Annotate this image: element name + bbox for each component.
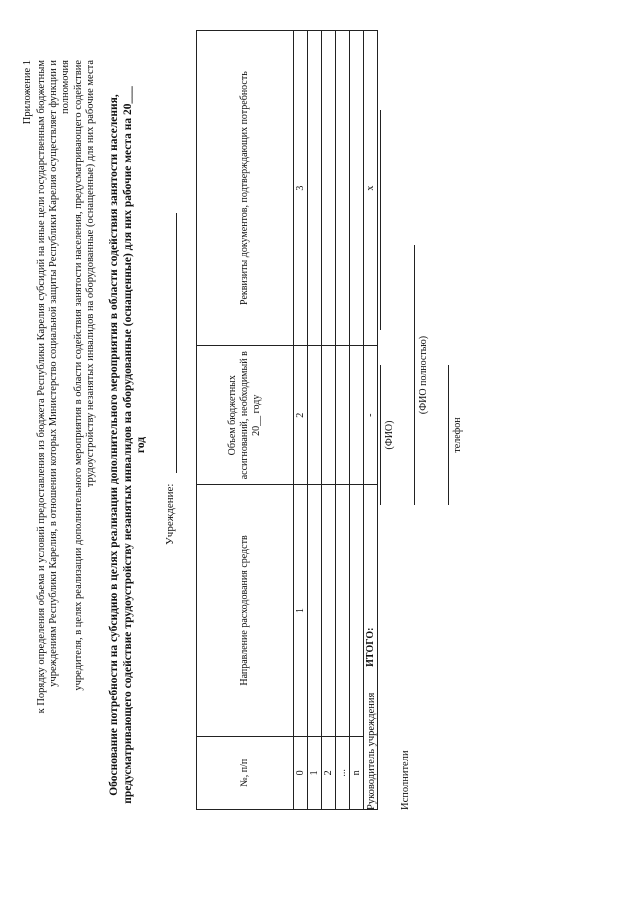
appendix-line: учредителя, в целях реализации дополнительного мероприятия в области содействия занятости населения, предусматривающего содействие (72, 60, 84, 691)
appendix-title: Приложение 1 (22, 60, 33, 125)
row-number: 2 (322, 736, 336, 809)
row-number: n (350, 736, 364, 809)
phone-line[interactable] (448, 365, 449, 505)
table-row (350, 31, 364, 810)
title-line-1: Обоснование потребности на субсидию в целях реализации дополнительного мероприятия в области содействия занятости населения, (108, 94, 120, 796)
total-volume: - (364, 346, 378, 485)
requisites-cell[interactable] (308, 31, 322, 346)
document-title (108, 85, 149, 805)
head-name-line[interactable] (380, 110, 381, 330)
header-volume: Объем бюджетных ассигнований, необходимый в 20__ году (197, 346, 294, 485)
appendix-reference (36, 60, 97, 740)
column-number: 0 (294, 736, 308, 809)
table-header-row (197, 31, 294, 810)
column-number: 2 (294, 346, 308, 485)
table-row (308, 31, 322, 810)
total-label: ИТОГО: (364, 485, 378, 810)
row-number: 1 (308, 736, 322, 809)
volume-cell[interactable] (336, 346, 350, 485)
table-row (322, 31, 336, 810)
direction-cell[interactable] (336, 485, 350, 736)
appendix-line: трудоустройству незанятых инвалидов на оборудованные (оснащенные) для них рабочие места (84, 60, 96, 488)
volume-cell[interactable] (322, 346, 336, 485)
appendix-line: к Порядку определения объема и условий предоставления из бюджета Республики Карелия субсидий на иные цели государственным бюджетным (36, 60, 47, 714)
appendix-line: учреждениям Республики Карелия, в отношении которых Министерство социальной защиты Республики Карелия осуществляет функции и полномочия (48, 60, 72, 687)
institution-input-line[interactable] (176, 213, 177, 473)
needs-table (196, 30, 378, 810)
volume-cell[interactable] (350, 346, 364, 485)
requisites-cell[interactable] (336, 31, 350, 346)
header-requisites: Реквизиты документов, подтверждающих потребность (197, 31, 294, 346)
head-signature-label: Руководитель учреждения (366, 692, 377, 810)
executor-line[interactable] (414, 245, 415, 505)
row-number: ... (336, 736, 350, 809)
column-number-row (294, 31, 308, 810)
head-signature-line[interactable] (380, 365, 381, 505)
total-requisites: х (364, 31, 378, 346)
table-row (336, 31, 350, 810)
header-direction: Направление расходования средств (197, 485, 294, 736)
column-number: 3 (294, 31, 308, 346)
direction-cell[interactable] (350, 485, 364, 736)
institution-label: Учреждение: (164, 483, 176, 545)
header-num: №, п/п (197, 736, 294, 809)
direction-cell[interactable] (322, 485, 336, 736)
requisites-cell[interactable] (350, 31, 364, 346)
volume-cell[interactable] (308, 346, 322, 485)
column-number: 1 (294, 485, 308, 736)
executor-fio-caption: (ФИО полностью) (418, 335, 429, 415)
executor-label: Исполнители (400, 750, 411, 810)
phone-caption: телефон (452, 417, 463, 453)
requisites-cell[interactable] (322, 31, 336, 346)
head-fio-caption: (ФИО) (384, 420, 395, 450)
direction-cell[interactable] (308, 485, 322, 736)
title-line-2: предусматривающего содействие трудоустройству незанятых инвалидов на оборудованные (оснащенные) для них рабочие места на 20___ год (121, 86, 147, 804)
